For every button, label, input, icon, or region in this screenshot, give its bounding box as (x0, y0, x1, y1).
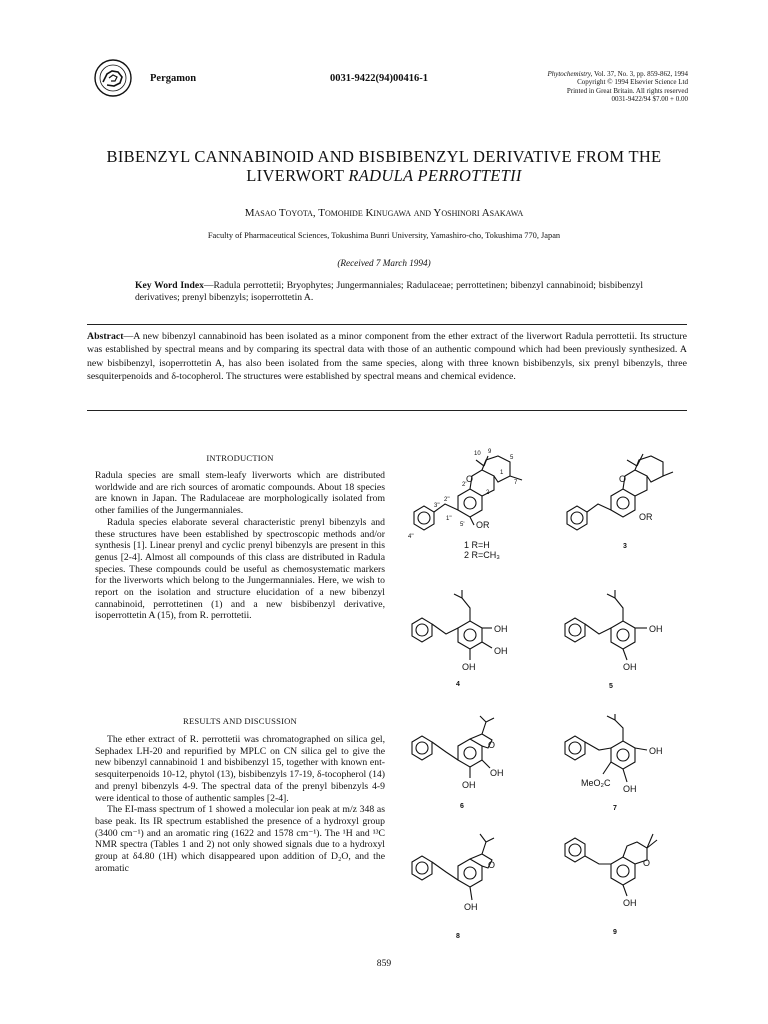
s1-or-label: OR (476, 520, 490, 530)
s1-num-2p: 2' (462, 482, 467, 488)
title-species: RADULA PERROTTETII (348, 166, 522, 185)
s5-number: 5 (609, 683, 613, 690)
s3-number: 3 (623, 543, 627, 550)
structure-8 (400, 830, 550, 950)
publisher-name: Pergamon (150, 73, 197, 84)
s7-oh-2: OH (623, 784, 637, 794)
structure-6 (400, 716, 550, 836)
keyword-text: —Radula perrottetii; Bryophytes; Jungermanniales; Radulaceae; perrottetinen; bibenzyl cannabinoid; bisbibenzyl derivatives; prenyl bibenzyls; isoperrottetin A. (135, 280, 643, 303)
s1-num-1pp: 1'' (446, 516, 452, 522)
s1-num-5: 5 (510, 455, 514, 461)
printed-line: Printed in Great Britain. All rights reserved (566, 86, 688, 95)
s1-num-2pp: 2'' (444, 497, 450, 503)
authors: Masao Toyota, Tomohide Kinugawa and Yoshinori Asakawa (244, 207, 524, 219)
s1-num-4pp: 4'' (408, 534, 414, 540)
s8-o-label: O (488, 860, 496, 870)
article-code: 0031-9422(94)00416-1 (330, 73, 428, 84)
structure-3 (553, 448, 703, 568)
results-paragraph-2: The EI-mass spectrum of 1 showed a molecular ion peak at m/z 348 as base peak. Its IR spectrum established the presence of a hydroxyl group (3400 cm⁻¹) and an aromatic ring (1622 and 1578 cm⁻¹). The ¹H and ¹³C NMR spectra (Tables 1 and 2) not only showed signals due to a hydroxyl group at δ4.80 (1H) which disappeared upon addition of D₂O, and the aromatic (95, 804, 385, 874)
s1-num-9: 9 (488, 449, 492, 455)
s5-oh-1: OH (649, 624, 663, 634)
abstract-text: —A new bibenzyl cannabinoid has been isolated as a minor component from the ether extract of the liverwort Radula perrottetii. Its structure was established by spectral means and by comparing its spectral data with those of an authentic compound which had been previously synthesized. A new bisbibenzyl, isoperrottetin A, has also been isolated from the same species, along with three known bisbibenzyls, six prenyl bibenzyls, three sesquiterpenoids and δ-tocopherol. The structures were established by spectral means and chemical evidence. (87, 331, 687, 382)
s9-oh: OH (623, 898, 637, 908)
structure-7 (553, 716, 703, 836)
introduction-heading: INTRODUCTION (206, 453, 274, 463)
s1-o-label: O (466, 474, 474, 484)
s4-oh-3: OH (462, 662, 476, 672)
s9-o-label: O (643, 858, 651, 868)
structure-9 (553, 830, 703, 950)
s1-label-r-h: 1 R=H (464, 540, 490, 550)
s7-oh-1: OH (649, 746, 663, 756)
s6-o-label: O (488, 740, 496, 750)
received-date: (Received 7 March 1994) (337, 258, 431, 268)
s1-num-2: 2 (486, 490, 490, 496)
page-number: 859 (376, 958, 392, 969)
s1-num-1: 1 (500, 470, 504, 476)
s3-or-label: OR (639, 512, 653, 522)
intro-paragraph-2: Radula species elaborate several characteristic prenyl bibenzyls and these structures have been established by spectroscopic methods and/or synthesis [1]. Linear prenyl and cyclic prenyl bibenzyls are present in this genus [2-4]. Almost all compounds of this class are distributed in Radula species. These compounds could be useful as chemosystematic markers for the liverworts which belong to the Jungermanniales. Here, we wish to report on the isolation and structure elucidation of a new bibenzyl cannabinoid, perrottetinen (1) and a new bisbibenzyl derivative, isoperrottetin A (15), from R. perrottetii. (95, 516, 385, 622)
results-heading: RESULTS AND DISCUSSION (183, 716, 297, 726)
s5-oh-2: OH (623, 662, 637, 672)
s4-oh-2: OH (494, 646, 508, 656)
title-line-1: BIBENZYL CANNABINOID AND BISBIBENZYL DERIVATIVE FROM THE (106, 147, 662, 166)
s8-number: 8 (456, 933, 460, 940)
intro-paragraph-1: Radula species are small stem-leafy liverworts which are distributed worldwide and are rich sources of aromatic compounds. About 18 species are known in Japan. The Radulaceae are morphologically isolated from other families of the Jungermanniales. (95, 470, 385, 517)
keyword-index (135, 280, 643, 304)
title-line-2a: LIVERWORT (246, 166, 349, 185)
s4-number: 4 (456, 681, 460, 688)
price-line: 0031-9422/94 $7.00 + 0.00 (611, 95, 688, 104)
volume-info: Vol. 37, No. 3, pp. 859-862, 1994 (594, 70, 688, 78)
s1-num-3pp: 3'' (434, 503, 440, 509)
s1-num-7: 7 (514, 480, 518, 486)
affiliation: Faculty of Pharmaceutical Sciences, Tokushima Bunri University, Yamashiro-cho, Tokushima 770, Japan (207, 231, 561, 240)
abstract-label: Abstract (87, 331, 124, 342)
s6-number: 6 (460, 803, 464, 810)
results-paragraph-1: The ether extract of R. perrottetii was chromatographed on silica gel, Sephadex LH-20 and repurified by MPLC on CN silica gel to give the new bibenzyl cannabinoid 1 and bisbibenzyl 15, together with known ent-sesquiterpenoids 10-12, phytol (13), bisbibenzyls 17-19, δ-tocopherol (14) and prenyl bibenzyls 4-9. The spectral data of the prenyl bibenzyls 4-9 were identical to those of authentic samples [2-4]. (95, 734, 385, 804)
citation-block (470, 70, 688, 104)
s4-oh-1: OH (494, 624, 508, 634)
s8-oh: OH (464, 902, 478, 912)
structure-1-2 (400, 448, 550, 568)
s9-number: 9 (613, 929, 617, 936)
title-line-2 (60, 166, 708, 185)
publisher-logo (93, 58, 133, 98)
paper-title (60, 147, 708, 185)
copyright-line: Copyright © 1994 Elsevier Science Ltd (577, 78, 688, 87)
s7-number: 7 (613, 805, 617, 812)
bottom-rule (87, 410, 687, 411)
s1-num-10: 10 (474, 451, 481, 457)
s7-meo2c: MeO₂C (581, 778, 611, 788)
s1-num-5p: 5' (460, 522, 465, 528)
keyword-label: Key Word Index (135, 280, 204, 291)
s6-oh-2: OH (462, 780, 476, 790)
abstract (87, 330, 687, 383)
structure-4 (400, 588, 550, 708)
results-body (95, 734, 385, 874)
journal-name: Phytochemistry, (547, 70, 593, 78)
introduction-body (95, 470, 385, 622)
structure-5 (553, 588, 703, 708)
top-rule (87, 324, 687, 325)
s2-label-r-ch3: 2 R=CH₃ (464, 550, 500, 560)
s6-oh-1: OH (490, 768, 504, 778)
s3-o-label: O (619, 474, 627, 484)
